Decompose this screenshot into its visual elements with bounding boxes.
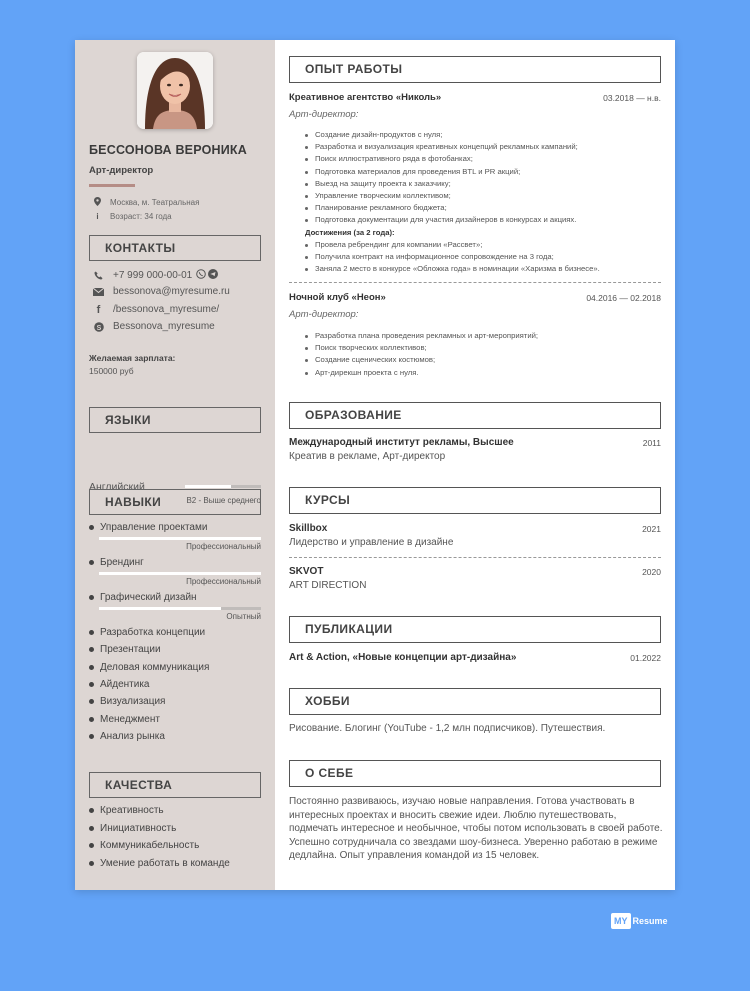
language-name: Английский bbox=[89, 481, 145, 493]
candidate-role: Арт-директор bbox=[89, 165, 154, 176]
divider bbox=[289, 557, 661, 558]
hobby-heading: ХОББИ bbox=[289, 688, 661, 715]
contact-phone[interactable] bbox=[93, 269, 218, 282]
language-level: B2 - Выше среднего bbox=[186, 496, 261, 505]
duty-item: Планирование рекламного бюджета; bbox=[305, 202, 665, 214]
skill-item: Брендинг bbox=[89, 557, 144, 568]
contact-email[interactable] bbox=[93, 286, 230, 297]
duty-item: Управление творческим коллективом; bbox=[305, 190, 665, 202]
skill-level: Профессиональный bbox=[186, 577, 261, 586]
skype-text: Bessonova_myresume bbox=[113, 321, 215, 332]
contact-facebook[interactable] bbox=[93, 304, 219, 315]
quality-item: Коммуникабельность bbox=[89, 840, 199, 851]
skill-item: Айдентика bbox=[89, 679, 150, 690]
skype-icon bbox=[93, 321, 104, 332]
qualities-heading: КАЧЕСТВА bbox=[89, 772, 261, 798]
age-text: Возраст: 34 года bbox=[110, 212, 172, 221]
skill-item: Управление проектами bbox=[89, 522, 207, 533]
duty-item: Выезд на защиту проекта к заказчику; bbox=[305, 178, 665, 190]
achievement-item: Заняла 2 место в конкурсе «Обложка года» в номинации «Харизма в бизнесе». bbox=[305, 263, 665, 275]
skill-item: Менеджмент bbox=[89, 714, 160, 725]
skill-level-bar bbox=[99, 572, 261, 575]
quality-item: Умение работать в команде bbox=[89, 858, 230, 869]
hobby-text: Рисование. Блогинг (YouTube - 1,2 млн подписчиков). Путешествия. bbox=[289, 723, 606, 734]
job-duties-list bbox=[305, 129, 665, 275]
about-text: Постоянно развиваюсь, изучаю новые направления. Готова участвовать в интересных проектах и вносить свежие идеи. Люблю путешествовать, подмечать интересное и необычное, чтобы потом использовать в своей работе. Успешно сотрудничала со звездами шоу-бизнеса. Уверенно работаю в режиме дедлайна. Опыт управления командой из 15 человек. bbox=[289, 796, 663, 862]
role-accent-bar bbox=[89, 184, 135, 187]
duty-item: Создание дизайн-продуктов с нуля; bbox=[305, 129, 665, 141]
info-icon: i bbox=[96, 212, 99, 221]
location-text: Москва, м. Театральная bbox=[110, 198, 200, 207]
education-heading: ОБРАЗОВАНИЕ bbox=[289, 402, 661, 429]
sidebar bbox=[75, 40, 275, 890]
profile-photo bbox=[137, 52, 213, 129]
publication-title: Art & Action, «Новые концепции арт-дизайна» bbox=[289, 652, 517, 663]
languages-heading: ЯЗЫКИ bbox=[89, 407, 261, 433]
age-row bbox=[93, 212, 172, 221]
skill-level-bar bbox=[99, 607, 261, 610]
svg-text:S: S bbox=[96, 324, 101, 332]
contacts-heading: КОНТАКТЫ bbox=[89, 235, 261, 261]
candidate-name: БЕССОНОВА ВЕРОНИКА bbox=[89, 143, 247, 157]
location-pin-icon bbox=[93, 197, 102, 208]
skill-level: Опытный bbox=[226, 612, 261, 621]
job-position: Арт-директор: bbox=[289, 109, 359, 120]
contact-skype[interactable] bbox=[93, 321, 215, 332]
about-heading: О СЕБЕ bbox=[289, 760, 661, 787]
telegram-icon[interactable] bbox=[208, 269, 218, 282]
course-topic: Лидерство и управление в дизайне bbox=[289, 537, 454, 548]
publications-heading: ПУБЛИКАЦИИ bbox=[289, 616, 661, 643]
education-program: Креатив в рекламе, Арт-директор bbox=[289, 451, 446, 462]
achievement-item: Провела ребрендинг для компании «Рассвет»; bbox=[305, 239, 665, 251]
duty-item: Разработка и визуализация креативных концепций рекламных кампаний; bbox=[305, 141, 665, 153]
phone-text: +7 999 000-00-01 bbox=[113, 270, 193, 281]
myresume-logo: MY Resume bbox=[611, 913, 668, 929]
course-year: 2021 bbox=[642, 524, 661, 534]
experience-heading: ОПЫТ РАБОТЫ bbox=[289, 56, 661, 83]
education-school: Международный институт рекламы, Высшее bbox=[289, 437, 514, 448]
courses-heading: КУРСЫ bbox=[289, 487, 661, 514]
email-icon bbox=[93, 286, 104, 297]
course-topic: ART DIRECTION bbox=[289, 580, 367, 591]
duty-item: Разработка плана проведения рекламных и арт-мероприятий; bbox=[305, 330, 665, 342]
duty-item: Создание сценических костюмов; bbox=[305, 354, 665, 366]
publication-date: 01.2022 bbox=[630, 653, 661, 663]
job-duties-list bbox=[305, 330, 665, 379]
facebook-text: /bessonova_myresume/ bbox=[113, 304, 220, 315]
job-dates: 03.2018 — н.в. bbox=[603, 93, 661, 103]
phone-icon bbox=[93, 270, 104, 281]
resume-sheet bbox=[75, 40, 675, 890]
course-name: Skillbox bbox=[289, 523, 328, 534]
job-dates: 04.2016 — 02.2018 bbox=[586, 293, 661, 303]
language-level-bar bbox=[185, 485, 261, 488]
job-company: Креативное агентство «Николь» bbox=[289, 92, 442, 103]
salary-value: 150000 руб bbox=[89, 366, 134, 376]
email-text: bessonova@myresume.ru bbox=[113, 286, 230, 297]
achievement-item: Получила контракт на информационное сопровождение на 3 года; bbox=[305, 251, 665, 263]
duty-item: Поиск творческих коллективов; bbox=[305, 342, 665, 354]
duty-item: Поиск иллюстративного ряда в фотобанках; bbox=[305, 153, 665, 165]
divider bbox=[289, 282, 661, 283]
course-name: SKVOT bbox=[289, 566, 324, 577]
education-year: 2011 bbox=[642, 438, 661, 448]
skill-level: Профессиональный bbox=[186, 542, 261, 551]
skill-item: Презентации bbox=[89, 644, 161, 655]
skill-item: Визуализация bbox=[89, 696, 165, 707]
quality-item: Инициативность bbox=[89, 823, 176, 834]
skill-item: Графический дизайн bbox=[89, 592, 197, 603]
skill-item: Деловая коммуникация bbox=[89, 662, 209, 673]
main-column bbox=[275, 40, 675, 890]
skills-heading: НАВЫКИ bbox=[89, 489, 261, 515]
course-year: 2020 bbox=[642, 567, 661, 577]
location-row bbox=[93, 197, 199, 208]
skill-item: Анализ рынка bbox=[89, 731, 165, 742]
achievements-label: Достижения (за 2 года): bbox=[305, 227, 395, 237]
duty-item: Подготовка документации для участия дизайнеров в конкурсах и акциях. bbox=[305, 214, 665, 226]
salary-label: Желаемая зарплата: bbox=[89, 353, 176, 363]
quality-item: Креативность bbox=[89, 805, 164, 816]
facebook-icon: f bbox=[96, 303, 101, 316]
whatsapp-icon[interactable] bbox=[196, 269, 206, 282]
job-position: Арт-директор: bbox=[289, 309, 359, 320]
skill-item: Разработка концепции bbox=[89, 627, 205, 638]
duty-item: Подготовка материалов для проведения BTL и PR акций; bbox=[305, 166, 665, 178]
job-company: Ночной клуб «Неон» bbox=[289, 292, 386, 303]
duty-item: Арт-дирекшн проекта с нуля. bbox=[305, 367, 665, 379]
skill-level-bar bbox=[99, 537, 261, 540]
